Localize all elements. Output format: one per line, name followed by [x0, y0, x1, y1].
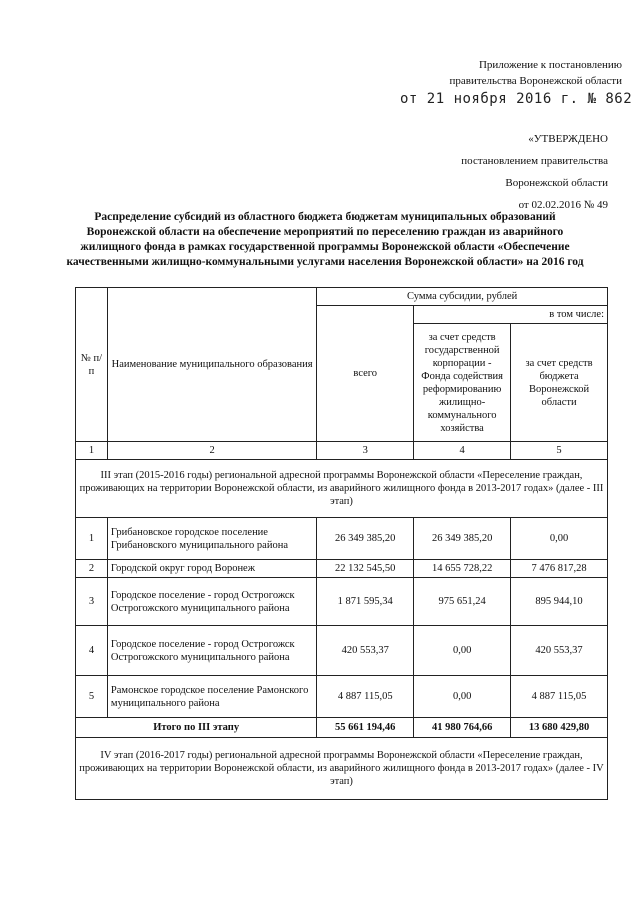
row-fund: 975 651,24 — [414, 578, 511, 626]
row-total: 26 349 385,20 — [317, 518, 414, 560]
approved-title: «УТВЕРЖДЕНО — [528, 133, 608, 145]
title-line-4: качественными жилищно-коммунальными услугами населения Воронежской области» на 2016 год — [66, 256, 584, 268]
row-fund: 0,00 — [414, 626, 511, 676]
row-total: 4 887 115,05 — [317, 676, 414, 718]
table-row: 1 Грибановское городское поселение Грибановского муниципального района 26 349 385,20 26 349 385,20 0,00 — [76, 518, 608, 560]
approved-line-2: Воронежской области — [505, 177, 608, 189]
row-name: Рамонское городское поселение Рамонского муниципального района — [107, 676, 316, 718]
row-name: Городское поселение - город Острогожск Острогожского муниципального района — [107, 578, 316, 626]
row-name: Городское поселение - город Острогожск Острогожского муниципального района — [107, 626, 316, 676]
col-number: 1 — [76, 442, 108, 460]
row-total: 1 871 595,34 — [317, 578, 414, 626]
row-budget: 7 476 817,28 — [511, 560, 608, 578]
total-budget: 13 680 429,80 — [511, 718, 608, 738]
appendix-line-1: Приложение к постановлению — [478, 59, 622, 71]
header-name: Наименование муниципального образования — [107, 288, 316, 442]
approval-block — [430, 128, 608, 216]
title-line-3: жилищного фонда в рамках государственной программы Воронежской области «Обеспечение — [80, 241, 570, 253]
title-line-2: Воронежской области на обеспечение мероприятий по переселению граждан из аварийного — [86, 226, 564, 238]
table-row: 2 Городской округ город Воронеж 22 132 545,50 14 655 728,22 7 476 817,28 — [76, 560, 608, 578]
row-budget: 0,00 — [511, 518, 608, 560]
row-fund: 14 655 728,22 — [414, 560, 511, 578]
row-fund: 26 349 385,20 — [414, 518, 511, 560]
table-row: 5 Рамонское городское поселение Рамонского муниципального района 4 887 115,05 0,00 4 887 115,05 — [76, 676, 608, 718]
row-budget: 420 553,37 — [511, 626, 608, 676]
total-sum: 55 661 194,46 — [317, 718, 414, 738]
header-budget: за счет средств бюджета Воронежской области — [511, 324, 608, 442]
date-stamp: от 21 ноября 2016 г. № 862 — [400, 91, 633, 107]
title-line-1: Распределение субсидий из областного бюджета бюджетам муниципальных образований — [94, 211, 556, 223]
row-name: Грибановское городское поселение Грибановского муниципального района — [107, 518, 316, 560]
stage-3-total-row — [76, 718, 608, 738]
row-budget: 895 944,10 — [511, 578, 608, 626]
col-number: 3 — [317, 442, 414, 460]
total-label: Итого по III этапу — [76, 718, 317, 738]
approved-line-1: постановлением правительства — [461, 155, 608, 167]
appendix-header — [400, 57, 633, 107]
table-row: 3 Городское поселение - город Острогожск Острогожского муниципального района 1 871 595,34 975 651,24 895 944,10 — [76, 578, 608, 626]
document-title — [40, 210, 610, 270]
row-fund: 0,00 — [414, 676, 511, 718]
subsidy-table — [75, 287, 608, 800]
row-total: 22 132 545,50 — [317, 560, 414, 578]
header-total: всего — [317, 306, 414, 442]
row-name: Городской округ город Воронеж — [107, 560, 316, 578]
table-row: 4 Городское поселение - город Острогожск Острогожского муниципального района 420 553,37 0,00 420 553,37 — [76, 626, 608, 676]
header-num: № п/п — [76, 288, 108, 442]
col-number: 2 — [107, 442, 316, 460]
appendix-line-2: правительства Воронежской области — [449, 75, 622, 87]
col-number: 4 — [414, 442, 511, 460]
total-fund: 41 980 764,66 — [414, 718, 511, 738]
approved-line-3: от 02.02.2016 № 49 — [518, 199, 608, 211]
stage-4-heading: IV этап (2016-2017 годы) региональной адресной программы Воронежской области «Переселение граждан, проживающих на территории Воронежской области, из аварийного жилищного фонда в 2013-2017 годах» (далее - IV этап) — [76, 738, 608, 800]
row-total: 420 553,37 — [317, 626, 414, 676]
header-incl: в том числе: — [414, 306, 608, 324]
col-number: 5 — [511, 442, 608, 460]
row-budget: 4 887 115,05 — [511, 676, 608, 718]
stage-3-heading: III этап (2015-2016 годы) региональной адресной программы Воронежской области «Переселение граждан, проживающих на территории Воронежской области, из аварийного жилищного фонда в 2013-2017 годах» (далее - III этап) — [76, 460, 608, 518]
header-fund: за счет средств государственной корпорации - Фонда содействия реформированию жилищно-коммунального хозяйства — [414, 324, 511, 442]
header-sum-group: Сумма субсидии, рублей — [317, 288, 608, 306]
